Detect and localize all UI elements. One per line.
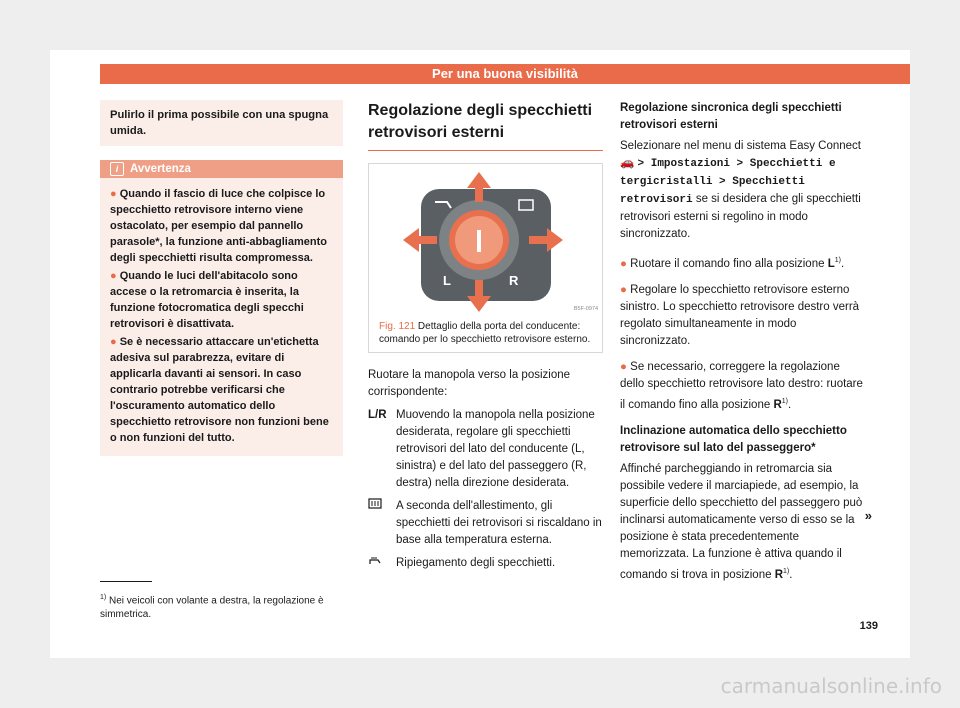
- bullet-icon: ●: [620, 283, 631, 296]
- tilt-title: Inclinazione automatica dello specchietto retrovisore sul lato del passeggero*: [620, 424, 847, 454]
- info-icon: i: [110, 162, 124, 176]
- figure-caption: [369, 314, 602, 352]
- page-header: Per una buona visibilità: [100, 64, 910, 84]
- figure-121: [368, 163, 603, 353]
- def-text: Ripiegamento degli specchietti.: [396, 557, 556, 569]
- bullet-icon: ●: [620, 360, 631, 373]
- def-text: A seconda dell'allestimento, gli specchietti dei retrovisori si riscaldano in base alla temperatura esterna.: [396, 500, 602, 546]
- tilt-paragraph: Affinché parcheggiando in retromarcia sia possibile vedere il marciapiede, ad esempio, la superficie dello specchietto del passeggero può inclinarsi automaticamente verso di esso se la posizione è stata precedentemente memorizzata. La funzione è attiva quando il comando si trova in posizione $R^{1)}$.: [620, 462, 863, 581]
- bullet-icon: ●: [110, 270, 120, 282]
- column-middle: [368, 100, 603, 573]
- warning-item: ● Se è necessario attaccare un'etichetta adesiva sul parabrezza, evitare di applicarla davanti ai sensori. In caso contrario potrebbe verificarsi che l'oscuramento automatico dello specchietto retrovisore non funzioni bene o non funzioni del tutto.: [110, 336, 329, 444]
- def-row-fold: [368, 555, 603, 573]
- warning-title: Avvertenza: [130, 163, 191, 175]
- sync-paragraph: Selezionare nel menu di sistema Easy Connect 🚗 > Impostazioni > Specchietti e tergicristalli > Specchietti retrovisori se si desidera che gli specchietti retrovisori esterni si regolino in modo sincronizzato.: [620, 140, 861, 240]
- warning-item: ● Quando il fascio di luce che colpisce lo specchietto retrovisore interno viene ostacolato, per esempio dal pannello parasole*, la funzione anti-abbagliamento degli specchietti risulta compromessa.: [110, 188, 327, 264]
- knob-label-right: R: [509, 273, 519, 288]
- mirror-heat-icon: [368, 498, 396, 549]
- footnote: [100, 591, 345, 622]
- def-key-lr: L/R: [368, 409, 387, 421]
- warning-body: [100, 178, 343, 456]
- footnote-text: Nei veicoli con volante a destra, la regolazione è simmetrica.: [100, 595, 324, 621]
- mirror-fold-icon: [368, 555, 396, 573]
- footnote-mark: 1): [100, 594, 107, 601]
- sync-bullet: ● Ruotare il comando fino alla posizione $L^{1)}$.: [620, 257, 845, 270]
- warning-header: [100, 160, 343, 178]
- continue-mark: »: [864, 508, 872, 523]
- bullet-icon: ●: [110, 336, 120, 348]
- sync-bullet: ● Regolare lo specchietto retrovisore esterno sinistro. Lo specchietto retrovisore destro verrà regolato simultaneamente in modo sincronizzato.: [620, 283, 860, 347]
- footnote-rule: [100, 581, 152, 582]
- page-number: 139: [859, 620, 878, 632]
- section-title: Regolazione degli specchietti retrovisori esterni: [368, 100, 603, 151]
- def-row-heat: [368, 498, 603, 549]
- figure-label: Fig. 121: [379, 321, 416, 332]
- knob-label-left: L: [443, 273, 451, 288]
- column-left: [100, 100, 343, 456]
- mirror-knob-illustration: [369, 164, 602, 314]
- intro-text: Ruotare la manopola verso la posizione corrispondente:: [368, 369, 571, 398]
- def-row-lr: [368, 407, 603, 492]
- car-menu-icon: 🚗: [620, 157, 635, 169]
- column-right: [620, 100, 865, 583]
- figure-code: B5F-0974: [573, 306, 598, 312]
- bullet-icon: ●: [110, 188, 120, 200]
- warning-item: ● Quando le luci dell'abitacolo sono accese o la retromarcia è inserita, la funzione fotocromatica degli specchi retrovisori è disattivata.: [110, 270, 304, 330]
- bullet-icon: ●: [620, 257, 631, 270]
- tip-box: Pulirlo il prima possibile con una spugna umida.: [100, 100, 343, 146]
- watermark: carmanualsonline.info: [720, 674, 942, 698]
- menu-path: > Impostazioni > Specchietti e tergicristalli > Specchietti retrovisori: [620, 158, 836, 206]
- figure-caption-text: Dettaglio della porta del conducente: comando per lo specchietto retrovisore esterno.: [379, 321, 591, 345]
- sync-bullet: ● Se necessario, correggere la regolazione dello specchietto retrovisore lato destro: ruotare il comando fino alla posizione $R^{1)}$.: [620, 360, 863, 411]
- warning-box: [100, 160, 343, 456]
- manual-page: [50, 50, 910, 658]
- sync-title: Regolazione sincronica degli specchietti retrovisori esterni: [620, 102, 842, 131]
- mirror-knob-svg: [369, 164, 602, 314]
- def-text: Muovendo la manopola nella posizione desiderata, regolare gli specchietti retrovisori del lato del conducente (L, sinistra) e del lato del passeggero (R, destra) nella direzione desiderata.: [396, 409, 595, 489]
